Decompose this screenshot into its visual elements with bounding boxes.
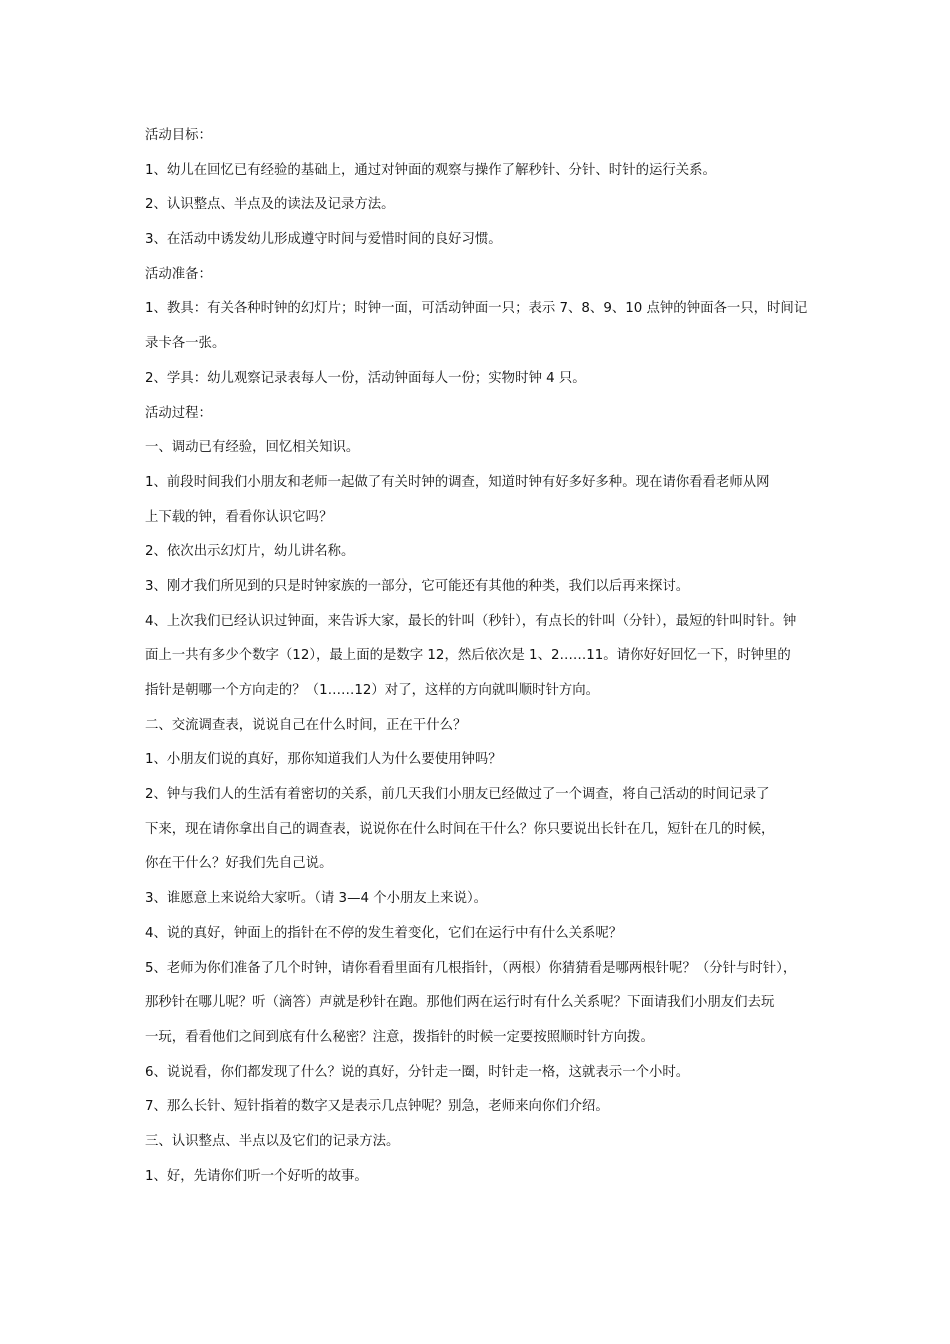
section-heading-goals: 活动目标：: [145, 128, 212, 143]
paragraph-line: 1、教具：有关各种时钟的幻灯片；时钟一面，可活动钟面一只；表示 7、8、9、10 点钟的钟面各一只，时间记: [145, 301, 808, 317]
paragraph-line: 下来，现在请你拿出自己的调查表，说说你在什么时间在干什么？你只要说出长针在几，短针在几的时候，: [145, 821, 775, 837]
subsection-heading-2: 二、交流调查表，说说自己在什么时间，正在干什么？: [145, 717, 467, 733]
paragraph-line: 面上一共有多少个数字（12），最上面的是数字 12，然后依次是 1、2……11。请你好好回忆一下，时钟里的: [145, 648, 791, 664]
subsection-heading-3: 三、认识整点、半点以及它们的记录方法。: [145, 1133, 400, 1149]
paragraph-line: 3、刚才我们所见到的只是时钟家族的一部分，它可能还有其他的种类，我们以后再来探讨。: [145, 578, 690, 594]
paragraph-line: 2、依次出示幻灯片，幼儿讲名称。: [145, 544, 355, 560]
paragraph-line: 3、谁愿意上来说给大家听。（请 3—4 个小朋友上来说）。: [145, 891, 488, 907]
section-heading-process: 活动过程：: [145, 405, 212, 421]
paragraph-line: 1、前段时间我们小朋友和老师一起做了有关时钟的调查，知道时钟有好多好多种。现在请你看看老师从网: [145, 474, 770, 490]
paragraph-line: 4、说的真好，钟面上的指针在不停的发生着变化，它们在运行中有什么关系呢？: [145, 925, 623, 941]
paragraph-line: 2、钟与我们人的生活有着密切的关系，前几天我们小朋友已经做过了一个调查，将自己活动的时间记录了: [145, 787, 770, 803]
paragraph-line: 4、上次我们已经认识过钟面，来告诉大家，最长的针叫（秒针），有点长的针叫（分针），最短的针叫时针。钟: [145, 613, 797, 629]
paragraph-line: 你在干什么？好我们先自己说。: [145, 856, 333, 872]
paragraph-line: 1、好，先请你们听一个好听的故事。: [145, 1168, 368, 1184]
paragraph-line: 那秒针在哪儿呢？听（滴答）声就是秒针在跑。那他们两在运行时有什么关系呢？下面请我们小朋友们去玩: [145, 995, 775, 1011]
section-heading-preparation: 活动准备：: [145, 266, 212, 282]
paragraph-line: 一玩，看看他们之间到底有什么秘密？注意，拨指针的时候一定要按照顺时针方向拨。: [145, 1029, 654, 1045]
paragraph-line: 3、在活动中诱发幼儿形成遵守时间与爱惜时间的良好习惯。: [145, 232, 502, 248]
paragraph-line: 上下载的钟，看看你认识它吗？: [145, 509, 333, 525]
paragraph-line: 指针是朝哪一个方向走的？（1……12）对了，这样的方向就叫顺时针方向。: [145, 683, 600, 698]
paragraph-line: 1、小朋友们说的真好，那你知道我们人为什么要使用钟吗？: [145, 752, 502, 768]
paragraph-line: 6、说说看，你们都发现了什么？说的真好，分针走一圈，时针走一格，这就表示一个小时。: [145, 1064, 690, 1080]
document-body: [145, 126, 815, 1201]
paragraph-line: 7、那么长针、短针指着的数字又是表示几点钟呢？别急，老师来向你们介绍。: [145, 1099, 609, 1115]
subsection-heading-1: 一、调动已有经验，回忆相关知识。: [145, 440, 360, 456]
paragraph-line: 2、学具：幼儿观察记录表每人一份，活动钟面每人一份；实物时钟 4 只。: [145, 370, 586, 386]
paragraph-line: 1、幼儿在回忆已有经验的基础上，通过对钟面的观察与操作了解秒针、分针、时针的运行关系。: [145, 162, 716, 178]
paragraph-line: 5、老师为你们准备了几个时钟，请你看看里面有几根指针，（两根）你猜猜看是哪两根针呢？（分针与时针），: [145, 960, 797, 976]
paragraph-line: 2、认识整点、半点及的读法及记录方法。: [145, 197, 395, 213]
paragraph-line: 录卡各一张。: [145, 336, 226, 352]
